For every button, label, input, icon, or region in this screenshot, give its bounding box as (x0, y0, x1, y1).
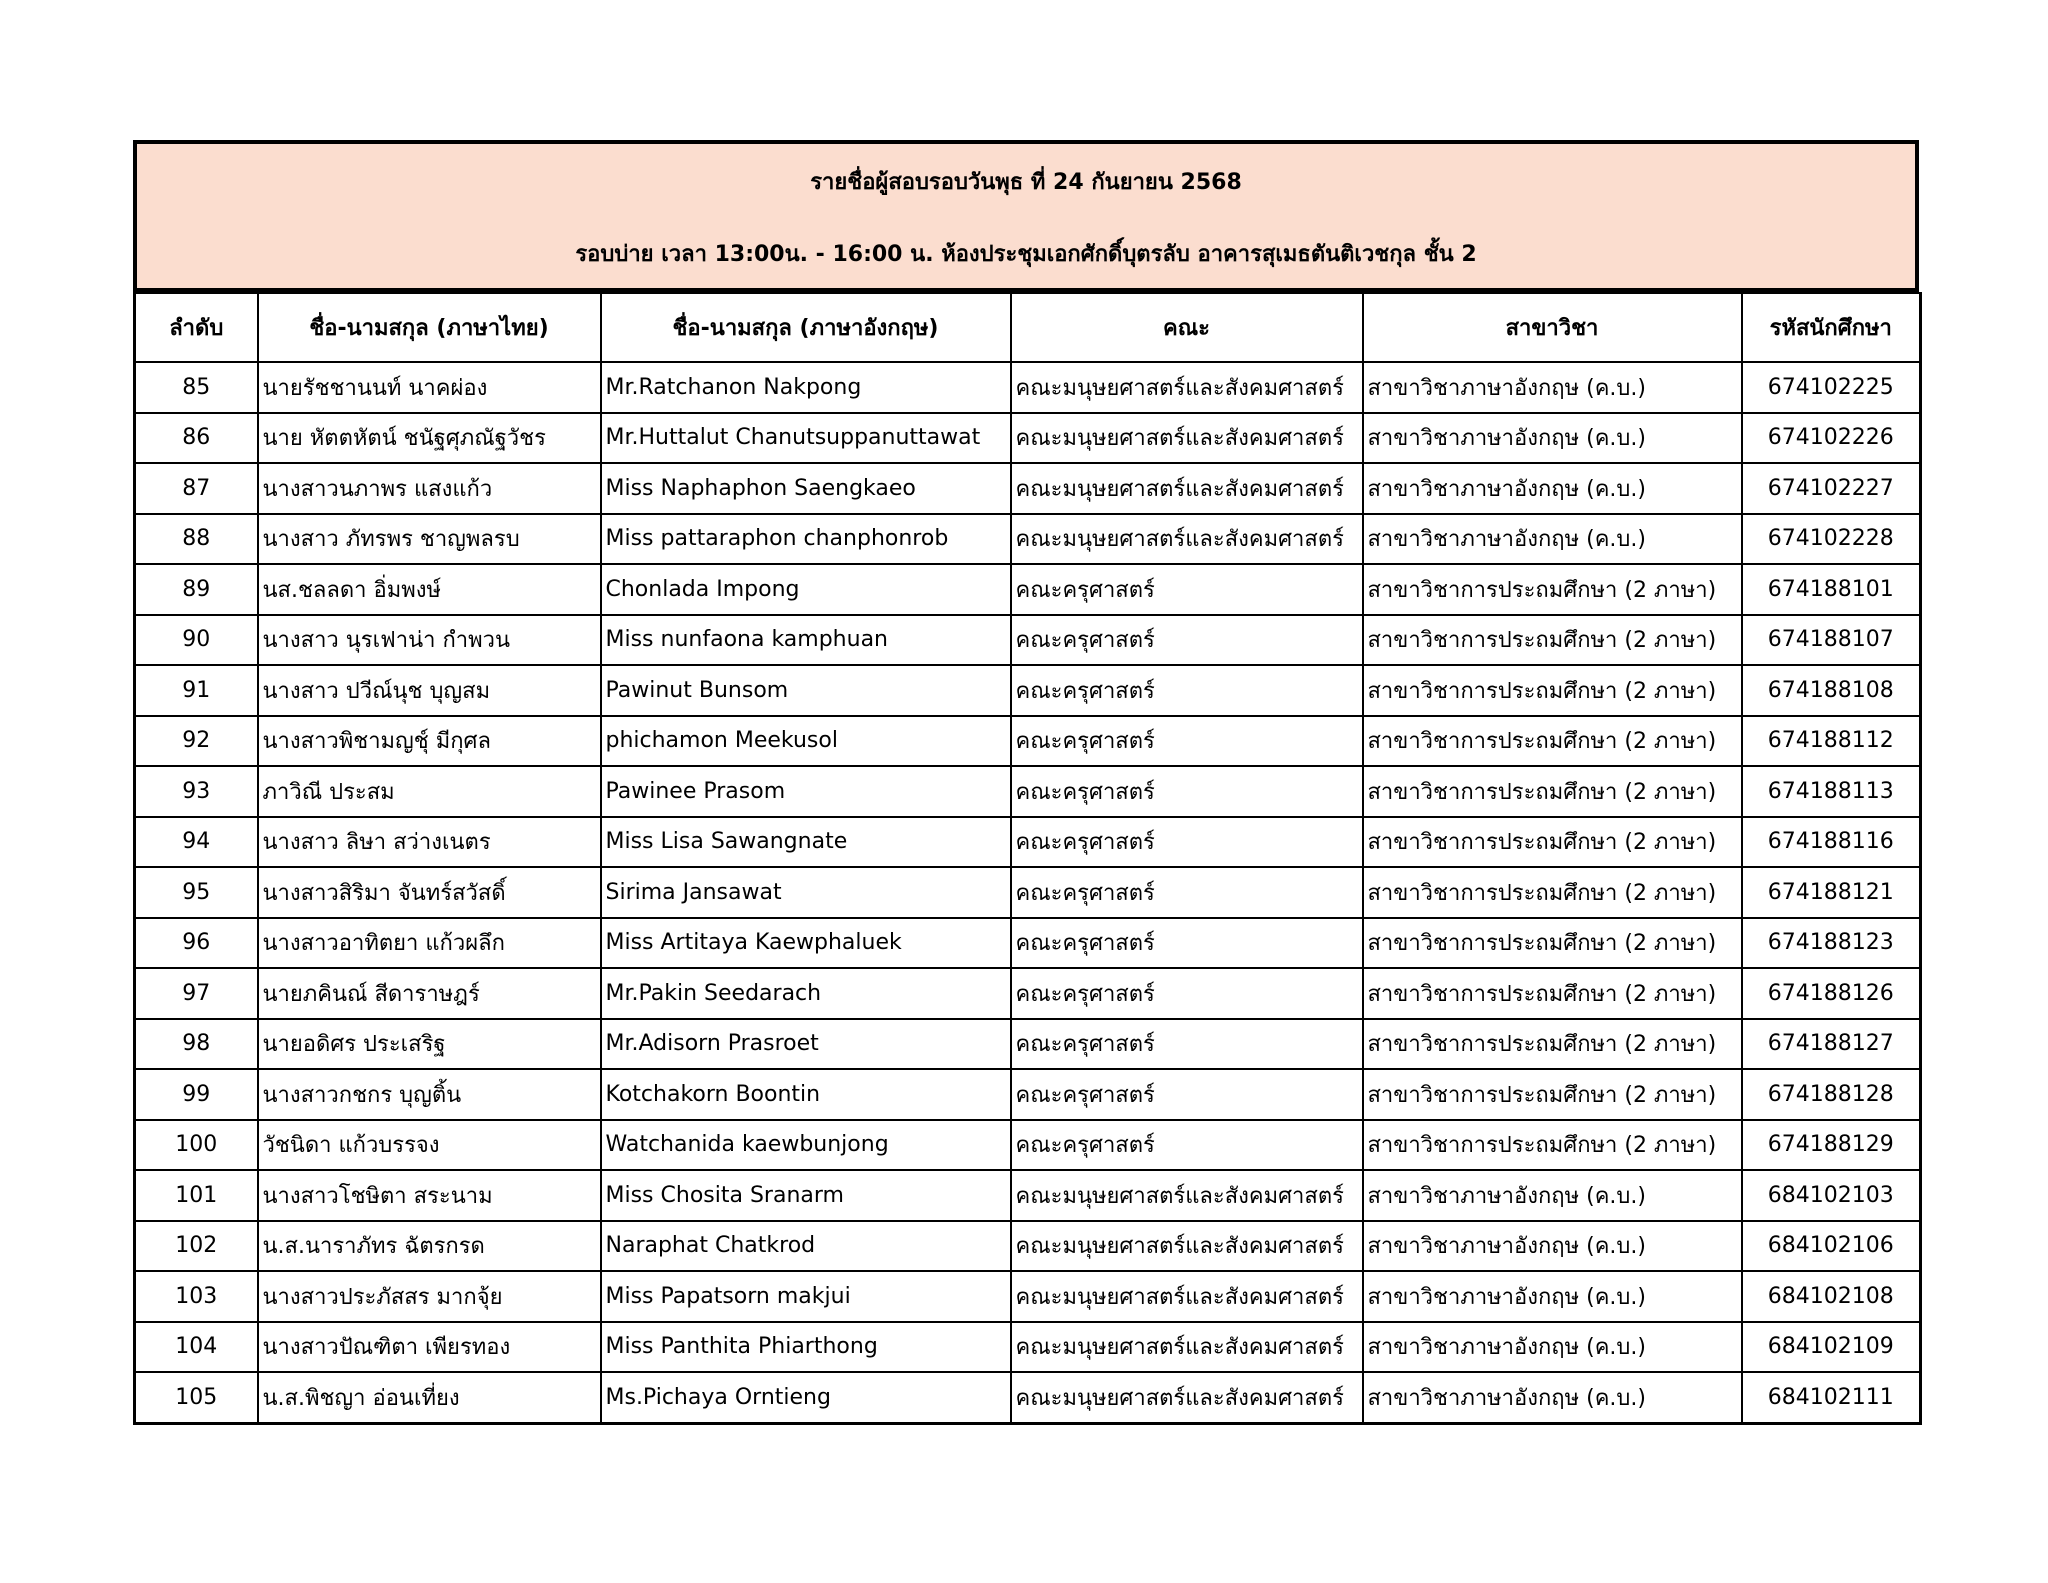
english-name-cell: Miss pattaraphon chanphonrob (601, 514, 1011, 565)
order-cell: 103 (135, 1271, 258, 1322)
student-table (133, 292, 1922, 1425)
major-cell: สาขาวิชาภาษาอังกฤษ (ค.บ.) (1363, 1271, 1742, 1322)
student-id-cell: 674188107 (1742, 615, 1921, 666)
table-row (135, 716, 1921, 767)
thai-name-cell: นส.ชลลดา อิ่มพงษ์ (258, 564, 601, 615)
thai-name-cell: นายภคินณ์ สีดาราษฎร์ (258, 968, 601, 1019)
faculty-cell: คณะมนุษยศาสตร์และสังคมศาสตร์ (1011, 1271, 1363, 1322)
table-row (135, 564, 1921, 615)
english-name-cell: Kotchakorn Boontin (601, 1069, 1011, 1120)
thai-name-cell: นางสาวกชกร บุญติ้น (258, 1069, 601, 1120)
student-id-cell: 674188108 (1742, 665, 1921, 716)
order-cell: 95 (135, 867, 258, 918)
faculty-cell: คณะมนุษยศาสตร์และสังคมศาสตร์ (1011, 463, 1363, 514)
table-row (135, 1170, 1921, 1221)
column-header-english-name: ชื่อ-นามสกุล (ภาษาอังกฤษ) (601, 293, 1011, 362)
order-cell: 85 (135, 362, 258, 413)
order-cell: 105 (135, 1372, 258, 1423)
student-id-cell: 674188112 (1742, 716, 1921, 767)
thai-name-cell: นางสาว ปวีณ์นุช บุญสม (258, 665, 601, 716)
thai-name-cell: น.ส.นาราภัทร ฉัตรกรด (258, 1221, 601, 1272)
student-id-cell: 674188128 (1742, 1069, 1921, 1120)
order-cell: 102 (135, 1221, 258, 1272)
thai-name-cell: นาย หัตตหัตน์ ชนัฐศุภณัฐวัชร (258, 413, 601, 464)
english-name-cell: Miss Artitaya Kaewphaluek (601, 918, 1011, 969)
student-id-cell: 674102225 (1742, 362, 1921, 413)
order-cell: 92 (135, 716, 258, 767)
order-cell: 98 (135, 1019, 258, 1070)
order-cell: 101 (135, 1170, 258, 1221)
faculty-cell: คณะครุศาสตร์ (1011, 817, 1363, 868)
student-id-cell: 674188121 (1742, 867, 1921, 918)
table-row (135, 1069, 1921, 1120)
english-name-cell: Miss Naphaphon Saengkaeo (601, 463, 1011, 514)
faculty-cell: คณะครุศาสตร์ (1011, 716, 1363, 767)
thai-name-cell: นางสาวสิริมา จันทร์สวัสดิ์ (258, 867, 601, 918)
student-id-cell: 674188123 (1742, 918, 1921, 969)
faculty-cell: คณะครุศาสตร์ (1011, 766, 1363, 817)
table-row (135, 867, 1921, 918)
major-cell: สาขาวิชาการประถมศึกษา (2 ภาษา) (1363, 564, 1742, 615)
english-name-cell: Mr.Adisorn Prasroet (601, 1019, 1011, 1070)
major-cell: สาขาวิชาการประถมศึกษา (2 ภาษา) (1363, 817, 1742, 868)
english-name-cell: Naraphat Chatkrod (601, 1221, 1011, 1272)
student-id-cell: 674188129 (1742, 1120, 1921, 1171)
faculty-cell: คณะมนุษยศาสตร์และสังคมศาสตร์ (1011, 1170, 1363, 1221)
order-cell: 94 (135, 817, 258, 868)
english-name-cell: Pawinut Bunsom (601, 665, 1011, 716)
thai-name-cell: นางสาว ลิษา สว่างเนตร (258, 817, 601, 868)
table-row (135, 463, 1921, 514)
major-cell: สาขาวิชาภาษาอังกฤษ (ค.บ.) (1363, 1372, 1742, 1423)
table-row (135, 1221, 1921, 1272)
order-cell: 88 (135, 514, 258, 565)
order-cell: 90 (135, 615, 258, 666)
table-row (135, 1271, 1921, 1322)
student-id-cell: 674102226 (1742, 413, 1921, 464)
major-cell: สาขาวิชาภาษาอังกฤษ (ค.บ.) (1363, 1170, 1742, 1221)
student-id-cell: 674102228 (1742, 514, 1921, 565)
major-cell: สาขาวิชาการประถมศึกษา (2 ภาษา) (1363, 918, 1742, 969)
thai-name-cell: นางสาวประภัสสร มากจุ้ย (258, 1271, 601, 1322)
column-header-student-id: รหัสนักศึกษา (1742, 293, 1921, 362)
thai-name-cell: นางสาวปัณฑิตา เพียรทอง (258, 1322, 601, 1373)
exam-roster-sheet (133, 140, 1919, 1425)
title-banner (133, 140, 1919, 292)
faculty-cell: คณะมนุษยศาสตร์และสังคมศาสตร์ (1011, 1221, 1363, 1272)
faculty-cell: คณะครุศาสตร์ (1011, 968, 1363, 1019)
faculty-cell: คณะครุศาสตร์ (1011, 1120, 1363, 1171)
thai-name-cell: นางสาว ภัทรพร ชาญพลรบ (258, 514, 601, 565)
english-name-cell: Chonlada Impong (601, 564, 1011, 615)
english-name-cell: Miss nunfaona kamphuan (601, 615, 1011, 666)
major-cell: สาขาวิชาภาษาอังกฤษ (ค.บ.) (1363, 413, 1742, 464)
table-header-row (135, 293, 1921, 362)
major-cell: สาขาวิชาการประถมศึกษา (2 ภาษา) (1363, 766, 1742, 817)
thai-name-cell: นางสาวอาทิตยา แก้วผลึก (258, 918, 601, 969)
major-cell: สาขาวิชาภาษาอังกฤษ (ค.บ.) (1363, 514, 1742, 565)
student-id-cell: 674102227 (1742, 463, 1921, 514)
faculty-cell: คณะครุศาสตร์ (1011, 665, 1363, 716)
order-cell: 87 (135, 463, 258, 514)
faculty-cell: คณะครุศาสตร์ (1011, 564, 1363, 615)
order-cell: 91 (135, 665, 258, 716)
faculty-cell: คณะมนุษยศาสตร์และสังคมศาสตร์ (1011, 362, 1363, 413)
english-name-cell: Mr.Ratchanon Nakpong (601, 362, 1011, 413)
order-cell: 104 (135, 1322, 258, 1373)
thai-name-cell: นางสาวนภาพร แสงแก้ว (258, 463, 601, 514)
faculty-cell: คณะครุศาสตร์ (1011, 918, 1363, 969)
student-id-cell: 674188101 (1742, 564, 1921, 615)
student-id-cell: 684102106 (1742, 1221, 1921, 1272)
table-row (135, 413, 1921, 464)
order-cell: 96 (135, 918, 258, 969)
table-row (135, 615, 1921, 666)
student-id-cell: 674188116 (1742, 817, 1921, 868)
table-row (135, 1120, 1921, 1171)
english-name-cell: Miss Panthita Phiarthong (601, 1322, 1011, 1373)
faculty-cell: คณะครุศาสตร์ (1011, 1019, 1363, 1070)
table-row (135, 817, 1921, 868)
english-name-cell: Miss Papatsorn makjui (601, 1271, 1011, 1322)
order-cell: 86 (135, 413, 258, 464)
thai-name-cell: นางสาวพิชามญชุ์ มีกุศล (258, 716, 601, 767)
faculty-cell: คณะมนุษยศาสตร์และสังคมศาสตร์ (1011, 1372, 1363, 1423)
thai-name-cell: ภาวิณี ประสม (258, 766, 601, 817)
table-row (135, 362, 1921, 413)
faculty-cell: คณะมนุษยศาสตร์และสังคมศาสตร์ (1011, 1322, 1363, 1373)
faculty-cell: คณะมนุษยศาสตร์และสังคมศาสตร์ (1011, 514, 1363, 565)
order-cell: 93 (135, 766, 258, 817)
major-cell: สาขาวิชาภาษาอังกฤษ (ค.บ.) (1363, 463, 1742, 514)
english-name-cell: Watchanida kaewbunjong (601, 1120, 1011, 1171)
english-name-cell: phichamon Meekusol (601, 716, 1011, 767)
table-row (135, 968, 1921, 1019)
thai-name-cell: นายอดิศร ประเสริฐ (258, 1019, 601, 1070)
major-cell: สาขาวิชาภาษาอังกฤษ (ค.บ.) (1363, 362, 1742, 413)
thai-name-cell: วัชนิดา แก้วบรรจง (258, 1120, 601, 1171)
column-header-faculty: คณะ (1011, 293, 1363, 362)
page-title: รายชื่อผู้สอบรอบวันพุธ ที่ 24 กันยายน 2568 (810, 170, 1242, 195)
student-id-cell: 684102109 (1742, 1322, 1921, 1373)
major-cell: สาขาวิชาการประถมศึกษา (2 ภาษา) (1363, 665, 1742, 716)
table-row (135, 1372, 1921, 1423)
english-name-cell: Mr.Huttalut Chanutsuppanuttawat (601, 413, 1011, 464)
thai-name-cell: นางสาว นุรเฟาน่า กำพวน (258, 615, 601, 666)
thai-name-cell: นายรัชชานนท์ นาคผ่อง (258, 362, 601, 413)
student-id-cell: 674188126 (1742, 968, 1921, 1019)
table-row (135, 1322, 1921, 1373)
faculty-cell: คณะมนุษยศาสตร์และสังคมศาสตร์ (1011, 413, 1363, 464)
major-cell: สาขาวิชาการประถมศึกษา (2 ภาษา) (1363, 1019, 1742, 1070)
english-name-cell: Miss Chosita Sranarm (601, 1170, 1011, 1221)
column-header-thai-name: ชื่อ-นามสกุล (ภาษาไทย) (258, 293, 601, 362)
order-cell: 89 (135, 564, 258, 615)
english-name-cell: Miss Lisa Sawangnate (601, 817, 1011, 868)
table-row (135, 514, 1921, 565)
faculty-cell: คณะครุศาสตร์ (1011, 1069, 1363, 1120)
student-id-cell: 684102111 (1742, 1372, 1921, 1423)
student-id-cell: 684102108 (1742, 1271, 1921, 1322)
table-body (135, 362, 1921, 1423)
session-details: รอบบ่าย เวลา 13:00น. - 16:00 น. ห้องประชุมเอกศักดิ์บุตรลับ อาคารสุเมธตันติเวชกุล ชั้น 2 (575, 242, 1477, 267)
english-name-cell: Sirima Jansawat (601, 867, 1011, 918)
faculty-cell: คณะครุศาสตร์ (1011, 867, 1363, 918)
major-cell: สาขาวิชาการประถมศึกษา (2 ภาษา) (1363, 615, 1742, 666)
order-cell: 99 (135, 1069, 258, 1120)
major-cell: สาขาวิชาภาษาอังกฤษ (ค.บ.) (1363, 1221, 1742, 1272)
student-id-cell: 674188113 (1742, 766, 1921, 817)
major-cell: สาขาวิชาการประถมศึกษา (2 ภาษา) (1363, 968, 1742, 1019)
table-row (135, 1019, 1921, 1070)
order-cell: 97 (135, 968, 258, 1019)
table-row (135, 665, 1921, 716)
table-row (135, 766, 1921, 817)
english-name-cell: Mr.Pakin Seedarach (601, 968, 1011, 1019)
student-id-cell: 674188127 (1742, 1019, 1921, 1070)
major-cell: สาขาวิชาการประถมศึกษา (2 ภาษา) (1363, 1120, 1742, 1171)
major-cell: สาขาวิชาการประถมศึกษา (2 ภาษา) (1363, 716, 1742, 767)
major-cell: สาขาวิชาภาษาอังกฤษ (ค.บ.) (1363, 1322, 1742, 1373)
order-cell: 100 (135, 1120, 258, 1171)
column-header-order: ลำดับ (135, 293, 258, 362)
thai-name-cell: น.ส.พิชญา อ่อนเที่ยง (258, 1372, 601, 1423)
english-name-cell: Pawinee Prasom (601, 766, 1011, 817)
major-cell: สาขาวิชาการประถมศึกษา (2 ภาษา) (1363, 867, 1742, 918)
column-header-major: สาขาวิชา (1363, 293, 1742, 362)
thai-name-cell: นางสาวโชษิตา สระนาม (258, 1170, 601, 1221)
table-row (135, 918, 1921, 969)
student-id-cell: 684102103 (1742, 1170, 1921, 1221)
english-name-cell: Ms.Pichaya Orntieng (601, 1372, 1011, 1423)
faculty-cell: คณะครุศาสตร์ (1011, 615, 1363, 666)
major-cell: สาขาวิชาการประถมศึกษา (2 ภาษา) (1363, 1069, 1742, 1120)
